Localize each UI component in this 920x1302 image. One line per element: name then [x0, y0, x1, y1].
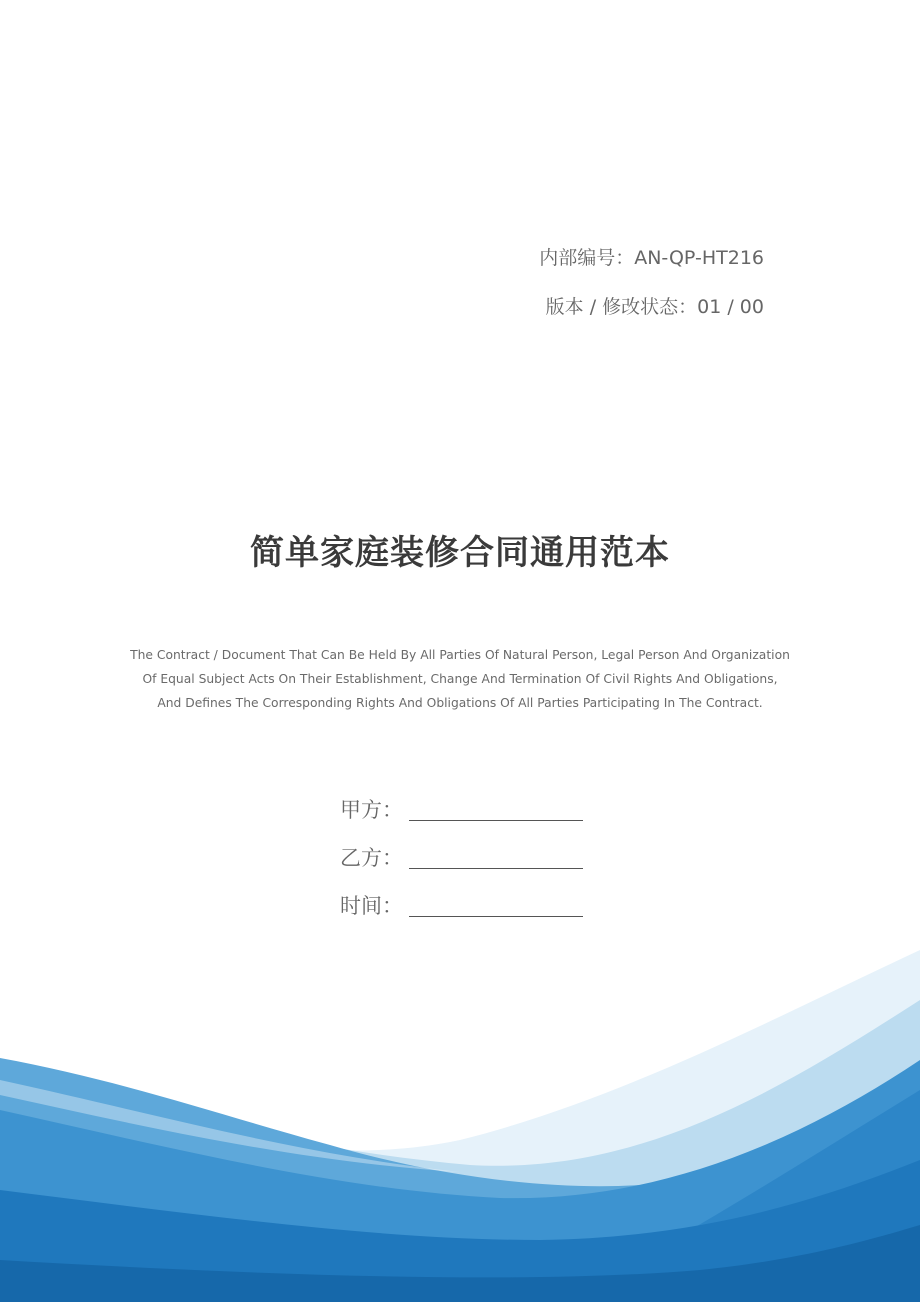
- document-subtitle: The Contract / Document That Can Be Held By All Parties Of Natural Person, Legal Person And Organization Of Equal Subject Acts On Their Establishment, Change And Termination Of Civil Rights And Obligations, And Defines The Corresponding Rights And Obligations Of All Parties Participating In The Contract.: [130, 648, 790, 710]
- date-label: 时间：: [340, 894, 403, 918]
- signature-fields: [340, 795, 583, 939]
- decorative-wave-graphic: [0, 940, 920, 1302]
- party-b-field: [340, 843, 583, 891]
- party-a-label: 甲方：: [340, 798, 403, 822]
- internal-code: 内部编号：AN-QP-HT216: [539, 247, 764, 269]
- party-a-field: [340, 795, 583, 843]
- party-b-input-line[interactable]: [409, 843, 583, 869]
- party-b-label: 乙方：: [340, 846, 403, 870]
- version-status: 版本 / 修改状态：01 / 00: [545, 296, 764, 318]
- party-a-input-line[interactable]: [409, 795, 583, 821]
- document-title: 简单家庭装修合同通用范本: [250, 533, 670, 573]
- date-field: [340, 891, 583, 939]
- date-input-line[interactable]: [409, 891, 583, 917]
